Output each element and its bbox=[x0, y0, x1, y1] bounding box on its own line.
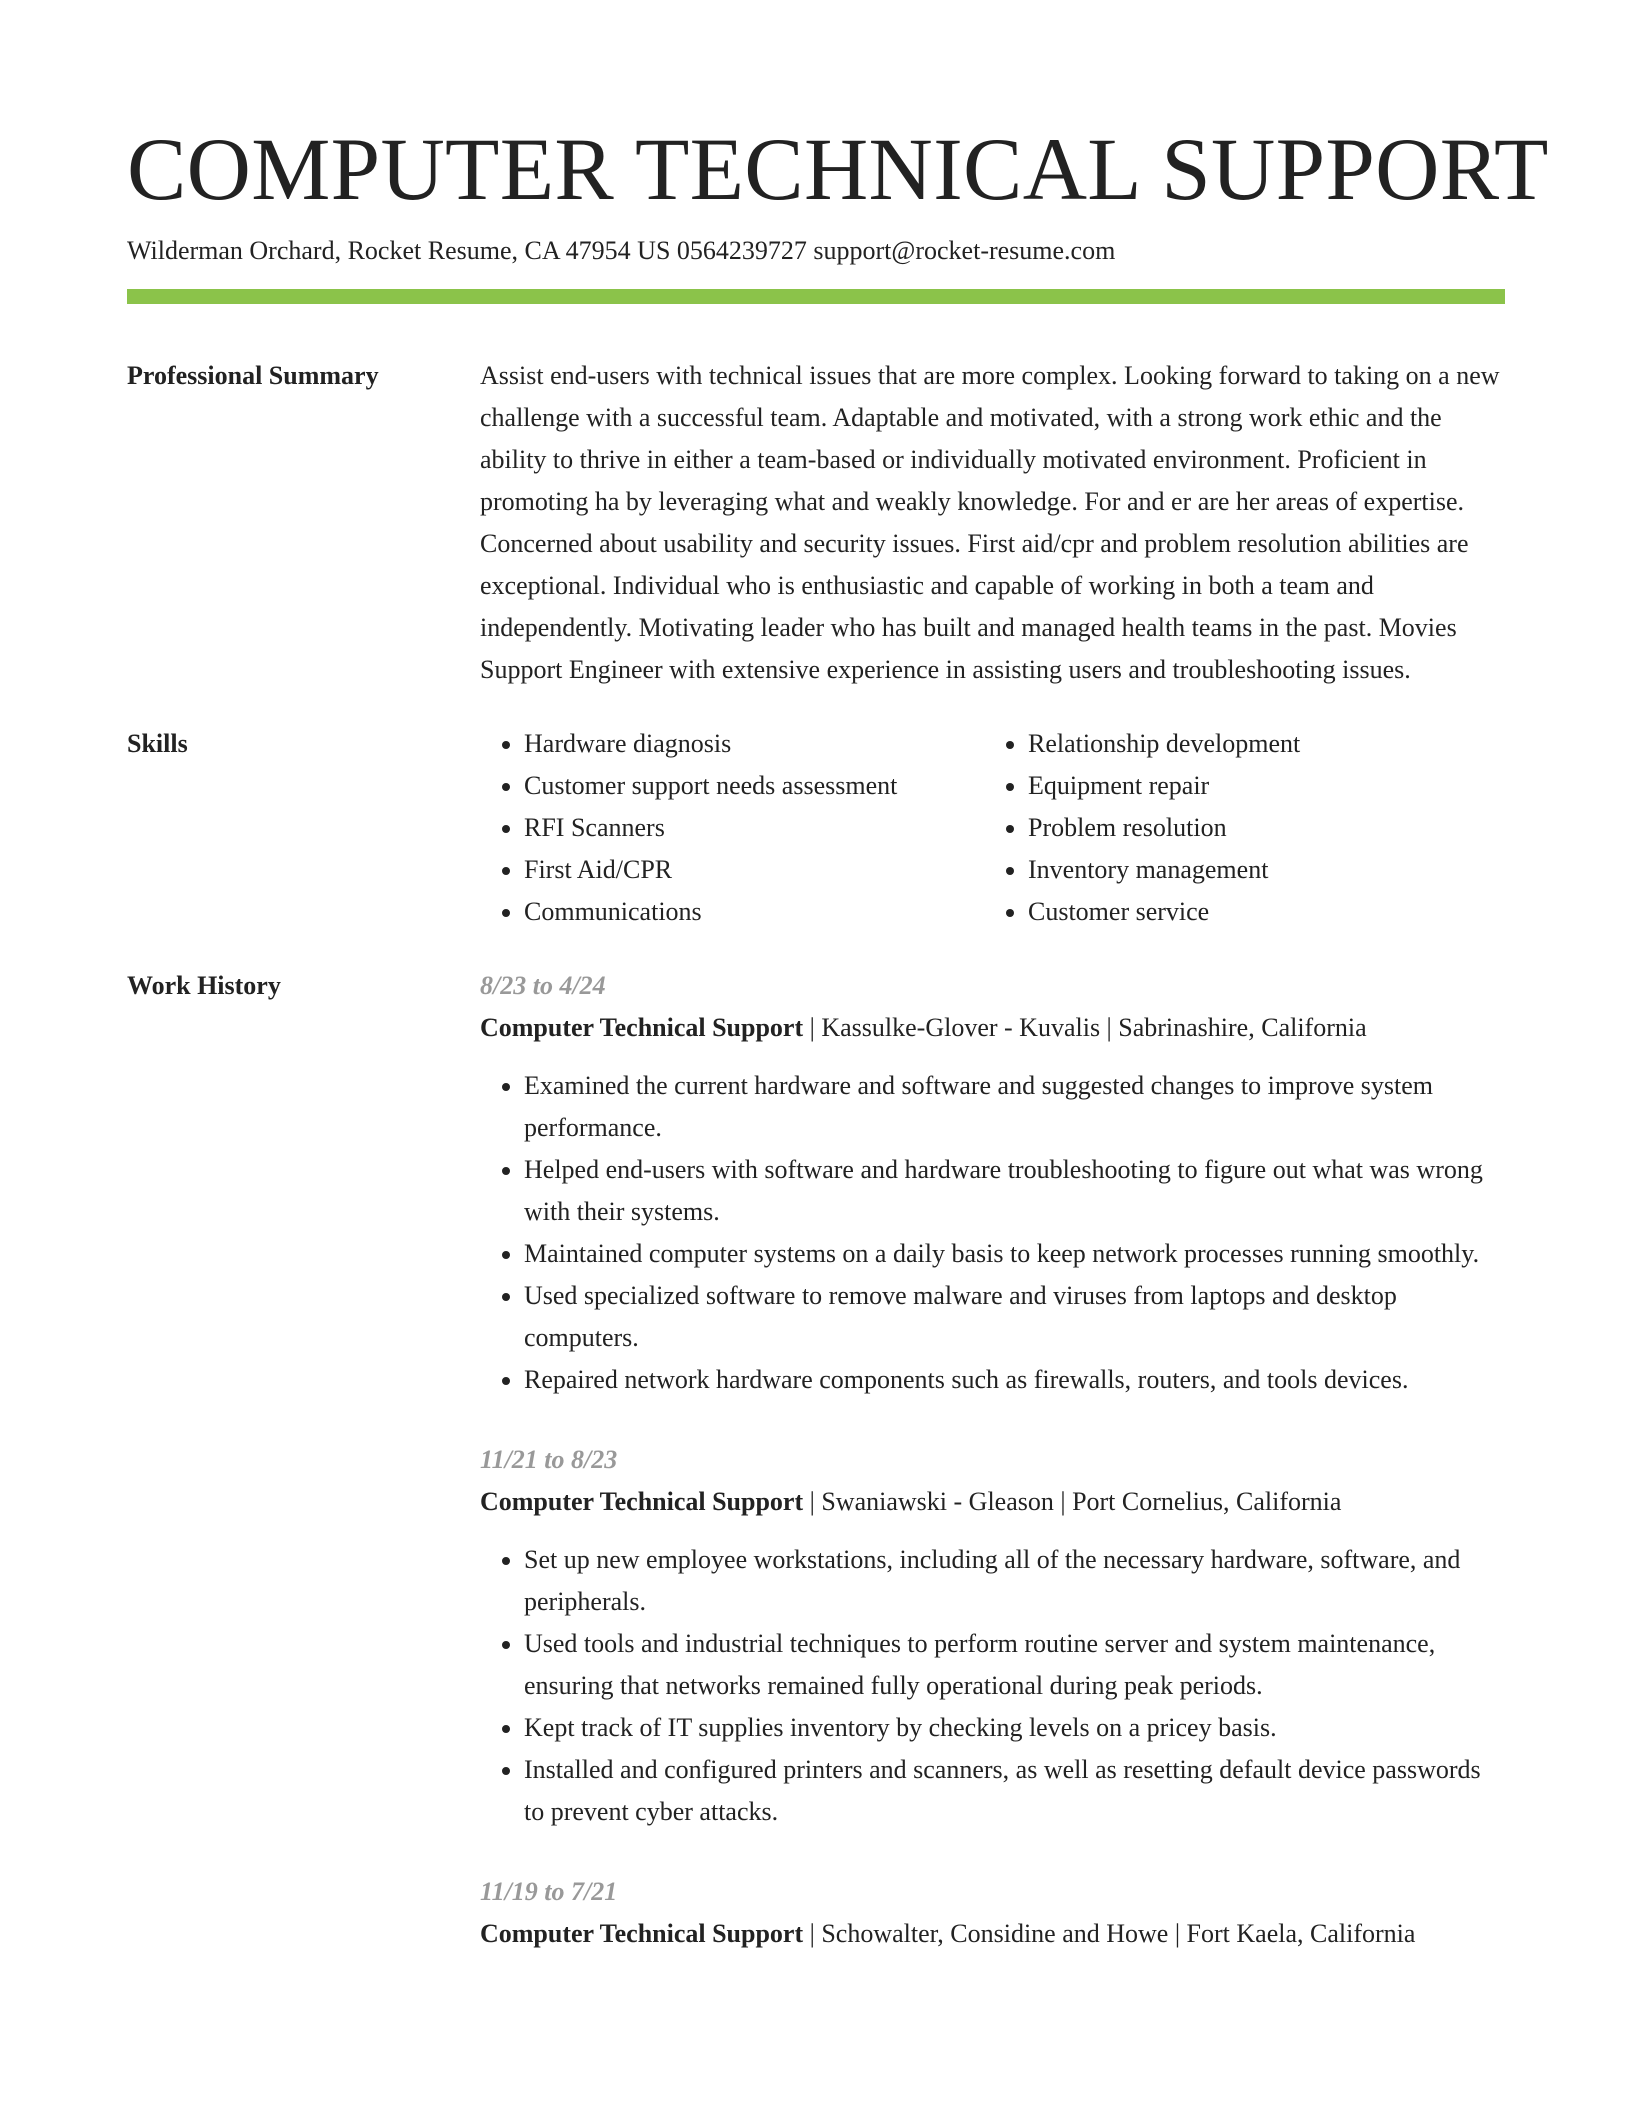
resume-page bbox=[127, 0, 1549, 1955]
job-details: | Swaniawski - Gleason | Port Cornelius, California bbox=[803, 1487, 1342, 1516]
skill-item: • Inventory management bbox=[1028, 849, 1488, 891]
skill-item: • Equipment repair bbox=[1028, 765, 1488, 807]
skills-list-left bbox=[480, 723, 984, 933]
job-entry bbox=[480, 1439, 1505, 1833]
job-title: Computer Technical Support bbox=[480, 1919, 804, 1948]
section-heading-work-history: Work History bbox=[127, 971, 281, 1000]
job-title-line bbox=[480, 1481, 1505, 1523]
skill-item: • Communications bbox=[524, 891, 984, 933]
resume-name: COMPUTER TECHNICAL SUPPORT bbox=[127, 121, 1549, 219]
job-entry bbox=[480, 965, 1505, 1401]
professional-summary-section bbox=[127, 355, 1505, 691]
job-details: | Kassulke-Glover - Kuvalis | Sabrinashire, California bbox=[803, 1013, 1367, 1042]
summary-text: Assist end-users with technical issues that are more complex. Looking forward to taking on a new challenge with a successful team. Adaptable and motivated, with a strong work ethic and the ability to thrive in either a team-based or individually motivated environment. Proficient in promoting ha by leveraging what and weakly knowledge. For and er are her areas of expertise. Concerned about usability and security issues. First aid/cpr and problem resolution abilities are exceptional. Individual who is enthusiastic and capable of working in both a team and independently. Motivating leader who has built and managed health teams in the past. Movies Support Engineer with extensive experience in assisting users and troubleshooting issues. bbox=[480, 361, 1500, 684]
job-bullet: • Repaired network hardware components such as firewalls, routers, and tools devices. bbox=[524, 1359, 1505, 1401]
section-heading-summary: Professional Summary bbox=[127, 361, 379, 390]
skills-list-right bbox=[984, 723, 1488, 933]
accent-divider bbox=[127, 289, 1505, 304]
job-title-line bbox=[480, 1913, 1505, 1955]
section-heading-skills: Skills bbox=[127, 729, 188, 758]
job-details: | Schowalter, Considine and Howe | Fort Kaela, California bbox=[803, 1919, 1416, 1948]
job-bullet: • Helped end-users with software and hardware troubleshooting to figure out what was wrong with their systems. bbox=[524, 1149, 1505, 1233]
skill-item: • Relationship development bbox=[1028, 723, 1488, 765]
job-bullet: • Used tools and industrial techniques to perform routine server and system maintenance, ensuring that networks remained fully operational during peak periods. bbox=[524, 1623, 1505, 1707]
skill-item: • Customer support needs assessment bbox=[524, 765, 984, 807]
contact-info: Wilderman Orchard, Rocket Resume, CA 47954 US 0564239727 support@rocket-resume.com bbox=[127, 236, 1116, 265]
job-bullets bbox=[480, 1065, 1505, 1401]
skill-item: • Problem resolution bbox=[1028, 807, 1488, 849]
job-bullet: • Used specialized software to remove malware and viruses from laptops and desktop computers. bbox=[524, 1275, 1505, 1359]
job-bullet: • Set up new employee workstations, including all of the necessary hardware, software, and peripherals. bbox=[524, 1539, 1505, 1623]
job-bullet: • Installed and configured printers and scanners, as well as resetting default device passwords to prevent cyber attacks. bbox=[524, 1749, 1505, 1833]
job-title: Computer Technical Support bbox=[480, 1487, 804, 1516]
skills-section bbox=[127, 723, 1505, 933]
skills-grid bbox=[480, 723, 1505, 933]
job-dates: 8/23 to 4/24 bbox=[480, 971, 606, 1000]
job-bullets bbox=[480, 1539, 1505, 1833]
job-bullet: • Examined the current hardware and software and suggested changes to improve system performance. bbox=[524, 1065, 1505, 1149]
skill-item: • RFI Scanners bbox=[524, 807, 984, 849]
skill-item: • First Aid/CPR bbox=[524, 849, 984, 891]
job-dates: 11/21 to 8/23 bbox=[480, 1445, 618, 1474]
job-title: Computer Technical Support bbox=[480, 1013, 804, 1042]
job-bullet: • Kept track of IT supplies inventory by checking levels on a pricey basis. bbox=[524, 1707, 1505, 1749]
job-dates: 11/19 to 7/21 bbox=[480, 1877, 618, 1906]
skill-item: • Hardware diagnosis bbox=[524, 723, 984, 765]
job-title-line bbox=[480, 1007, 1505, 1049]
job-entry bbox=[480, 1871, 1505, 1955]
job-bullet: • Maintained computer systems on a daily basis to keep network processes running smoothly. bbox=[524, 1233, 1505, 1275]
skill-item: • Customer service bbox=[1028, 891, 1488, 933]
work-history-section bbox=[127, 965, 1505, 1955]
